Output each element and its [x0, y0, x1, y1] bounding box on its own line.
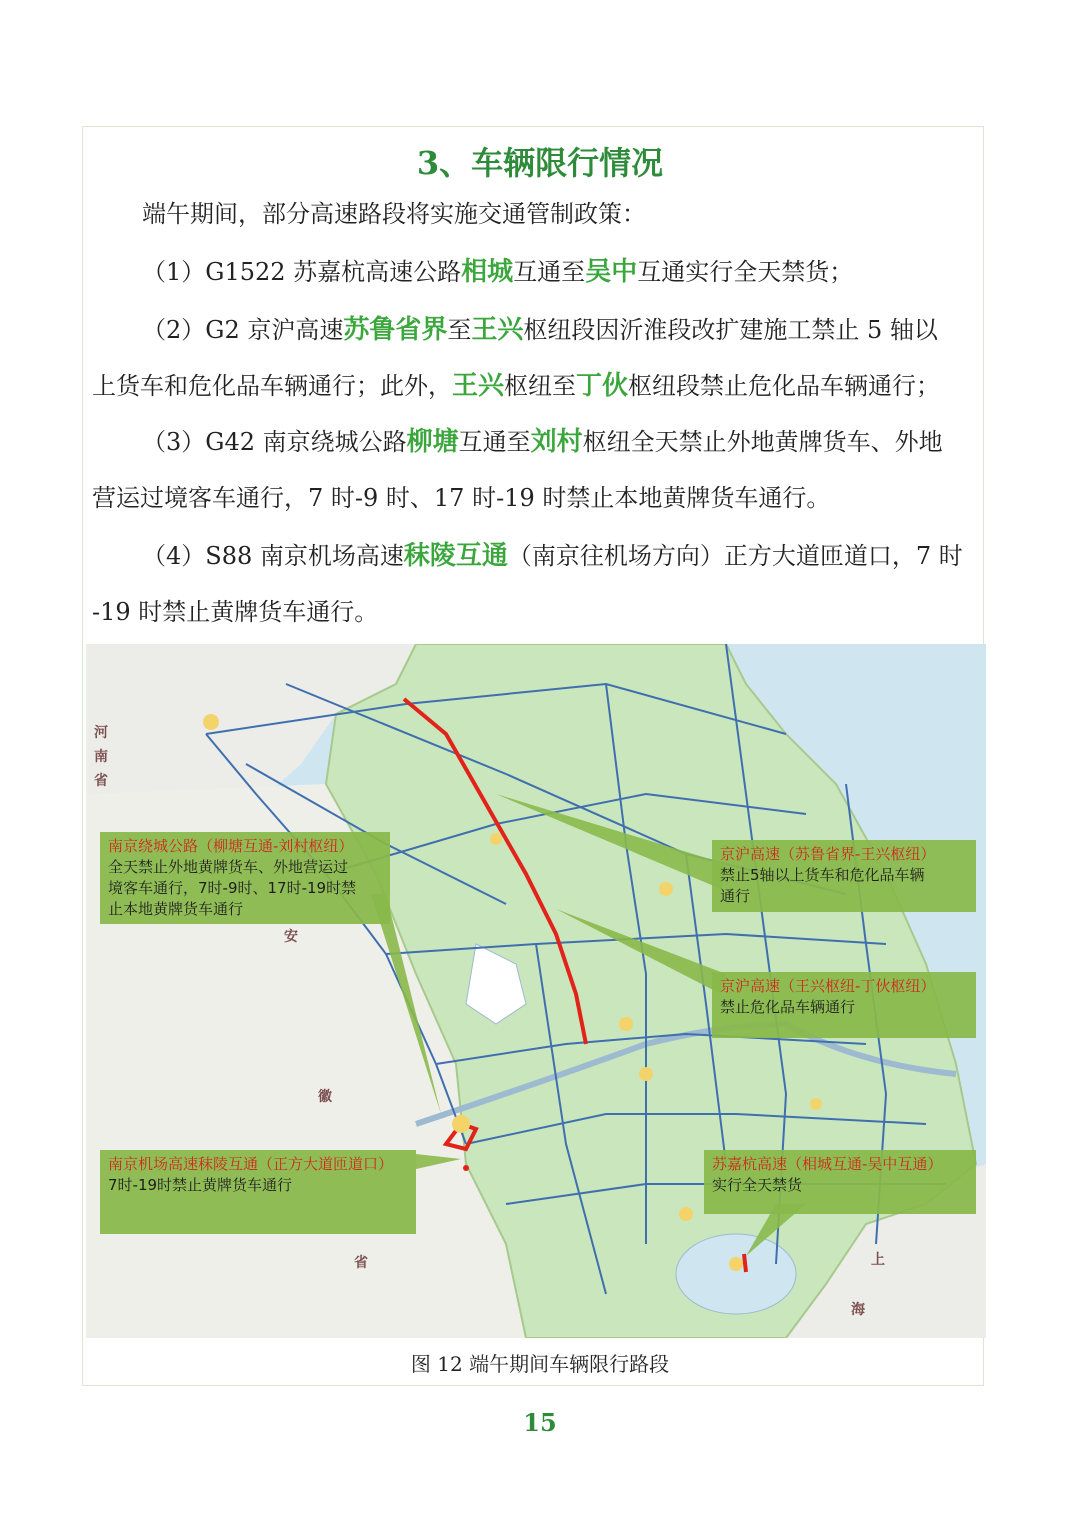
province-label-henan-2: 南	[94, 749, 108, 765]
item-4: （4）S88 南京机场高速秣陵互通（南京往机场方向）正方大道匝道口，7 时 -19 时禁止黄牌货车通行。	[92, 541, 963, 626]
province-label-anhui-1: 安	[284, 929, 298, 945]
section-title: 3、车辆限行情况	[416, 144, 664, 182]
province-label-shanghai-1: 上	[871, 1252, 885, 1268]
item-1: （1）G1522 苏嘉杭高速公路相城互通至吴中互通实行全天禁货；	[142, 257, 854, 287]
restriction-map	[86, 644, 986, 1338]
callout-jinghu-2: 京沪高速（王兴枢纽-丁伙枢纽） 禁止危化品车辆通行	[712, 972, 976, 1038]
intro-paragraph: 端午期间，部分高速路段将实施交通管制政策：	[142, 200, 646, 228]
item-2: （2）G2 京沪高速苏鲁省界至王兴枢纽段因沂淮段改扩建施工禁止 5 轴以 上货车和危化品车辆通行；此外，王兴枢纽至丁伙枢纽段禁止危化品车辆通行；	[92, 315, 941, 401]
province-label-henan-3: 省	[94, 773, 108, 789]
province-label-shanghai-2: 海	[851, 1302, 865, 1318]
callout-jinghu-1: 京沪高速（苏鲁省界-王兴枢纽） 禁止5轴以上货车和危化品车辆 通行	[712, 840, 976, 912]
route-sujiahang	[744, 1254, 746, 1272]
page-number: 15	[523, 1408, 557, 1437]
callout-moling: 南京机场高速秣陵互通（正方大道匝道口） 7时-19时禁止黄牌货车通行	[100, 1150, 416, 1234]
province-label-henan-1: 河	[94, 725, 108, 741]
point-moling	[463, 1165, 469, 1171]
callout-sujiahang: 苏嘉杭高速（相城互通-吴中互通） 实行全天禁货	[704, 1150, 976, 1214]
figure-caption: 图 12 端午期间车辆限行路段	[410, 1352, 670, 1376]
item-3: （3）G42 南京绕城公路柳塘互通至刘村枢纽全天禁止外地黄牌货车、外地 营运过境客车通行，7 时-9 时、17 时-19 时禁止本地黄牌货车通行。	[92, 427, 943, 512]
province-label-anhui-3: 省	[354, 1255, 368, 1271]
callout-nanjing-ring: 南京绕城公路（柳塘互通-刘村枢纽） 全天禁止外地黄牌货车、外地营运过 境客车通行，7时-9时、17时-19时禁 止本地黄牌货车通行	[100, 832, 390, 924]
province-label-anhui-2: 徽	[318, 1089, 332, 1105]
